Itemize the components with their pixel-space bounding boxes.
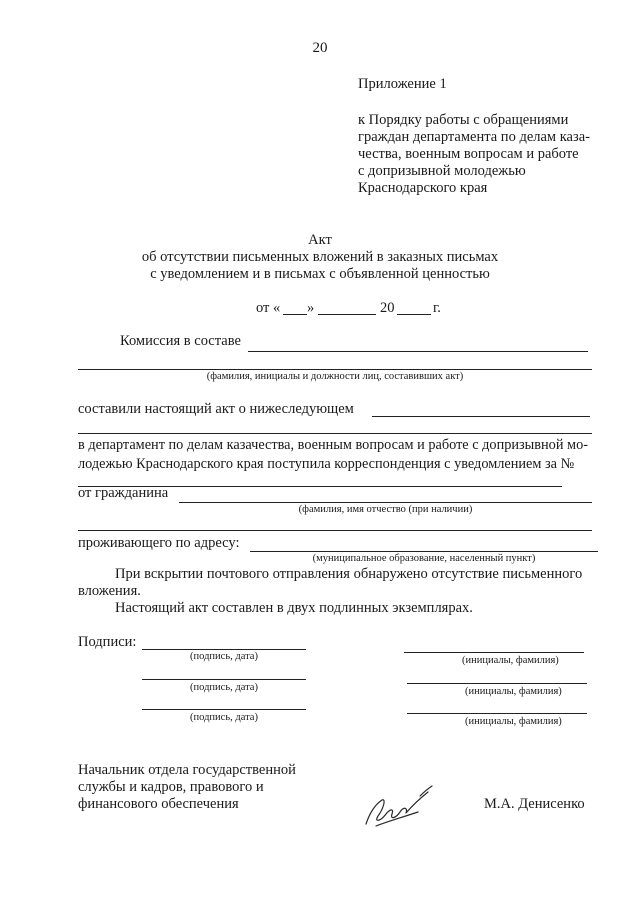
citizen-field-line2[interactable] [78, 530, 592, 531]
act-subtitle-line: с уведомлением и в письмах с объявленной ценностью [150, 266, 490, 282]
compiled-field-line2[interactable] [78, 433, 592, 434]
address-caption: (муниципальное образование, населенный пункт) [312, 553, 536, 564]
compiled-field[interactable] [372, 416, 590, 417]
commission-field-line2[interactable] [78, 369, 592, 370]
footer-position-line: Начальник отдела государственной [78, 762, 296, 778]
footer-position-line: финансового обеспечения [78, 796, 239, 812]
signature-caption-2: (подпись, дата) [190, 682, 258, 693]
signatures-label: Подписи: [78, 634, 137, 650]
date-month-blank[interactable] [318, 314, 376, 315]
commission-label: Комиссия в составе [120, 333, 241, 349]
citizen-field[interactable] [179, 502, 592, 503]
address-label: проживающего по адресу: [78, 535, 240, 551]
signature-line-2[interactable] [142, 679, 306, 680]
initials-line-1[interactable] [404, 652, 584, 653]
signature-caption-1: (подпись, дата) [190, 651, 258, 662]
initials-line-2[interactable] [407, 683, 587, 684]
act-title: Акт [308, 232, 332, 248]
copies-text: Настоящий акт составлен в двух подлинных экземплярах. [115, 600, 473, 616]
opening-text-line1: При вскрытии почтового отправления обнаружено отсутствие письменного [115, 566, 583, 582]
received-text-line2: лодежью Краснодарского края поступила корреспонденция с уведомлением за № [78, 456, 575, 472]
signature-line-3[interactable] [142, 709, 306, 710]
appendix-line: граждан департамента по делам каза- [358, 129, 590, 145]
commission-field[interactable] [248, 351, 588, 352]
date-day-blank[interactable] [283, 314, 307, 315]
signature-caption-3: (подпись, дата) [190, 712, 258, 723]
date-year-blank[interactable] [397, 314, 431, 315]
handwritten-signature [356, 782, 446, 834]
signer-name: М.А. Денисенко [484, 796, 585, 812]
appendix-line: к Порядку работы с обращениями [358, 112, 569, 128]
appendix-title: Приложение 1 [358, 76, 447, 92]
date-mid: » [307, 300, 315, 316]
date-prefix: от « [256, 300, 281, 316]
compiled-label: составили настоящий акт о нижеследующем [78, 401, 354, 417]
opening-text-line2: вложения. [78, 583, 141, 599]
initials-caption-2: (инициалы, фамилия) [465, 686, 562, 697]
date-year-prefix: 20 [380, 300, 395, 316]
citizen-label: от гражданина [78, 485, 169, 501]
appendix-line: чества, военным вопросам и работе [358, 146, 579, 162]
appendix-line: с допризывной молодежью [358, 163, 526, 179]
signature-line-1[interactable] [142, 649, 306, 650]
initials-line-3[interactable] [407, 713, 587, 714]
act-subtitle-line: об отсутствии письменных вложений в заказных письмах [141, 249, 499, 265]
initials-caption-3: (инициалы, фамилия) [465, 716, 562, 727]
commission-caption: (фамилия, инициалы и должности лиц, составивших акт) [206, 371, 464, 382]
initials-caption-1: (инициалы, фамилия) [462, 655, 559, 666]
footer-position-line: службы и кадров, правового и [78, 779, 264, 795]
address-field[interactable] [250, 551, 598, 552]
date-suffix: г. [433, 300, 441, 316]
received-text-line1: в департамент по делам казачества, военным вопросам и работе с допризывной мо- [78, 437, 589, 453]
citizen-caption: (фамилия, имя отчество (при наличии) [298, 504, 473, 515]
appendix-line: Краснодарского края [358, 180, 488, 196]
page-number: 20 [312, 40, 328, 56]
